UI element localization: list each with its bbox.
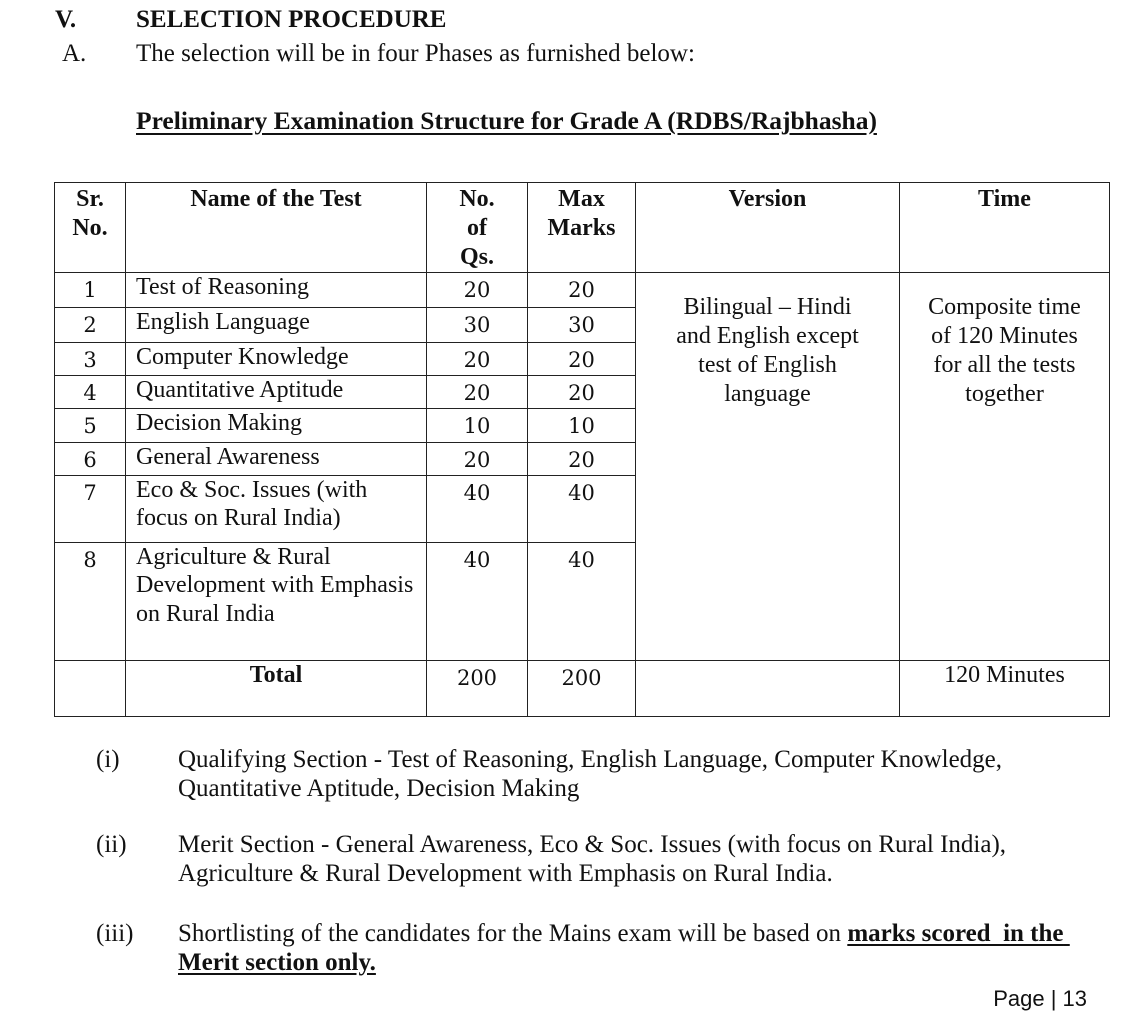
total-no-of-qs: 200 [427,660,528,716]
header-time: Time [900,183,1110,273]
row-test-name: Quantitative Aptitude [126,376,427,409]
exam-structure-table [54,182,1110,717]
header-test-name: Name of the Test [126,183,427,273]
row-sr-no: 8 [55,542,126,660]
header-version: Version [636,183,900,273]
subsection-letter: A. [62,40,87,67]
row-test-name: Computer Knowledge [126,343,427,376]
row-test-name: English Language [126,308,427,343]
total-empty-cell [55,660,126,716]
row-max-marks: 20 [528,443,636,476]
row-no-of-qs: 20 [427,443,528,476]
note-emphasis: marks scored in the Merit section only. [178,920,1070,976]
note-number: (ii) [96,831,127,858]
row-test-name: Test of Reasoning [126,273,427,308]
table-header-row [55,183,1110,273]
row-max-marks: 20 [528,273,636,308]
time-cell: Composite time of 120 Minutes for all the tests together [900,273,1110,661]
header-max-marks: Max Marks [528,183,636,273]
total-max-marks: 200 [528,660,636,716]
row-sr-no: 1 [55,273,126,308]
row-no-of-qs: 30 [427,308,528,343]
note-text [178,920,1108,977]
row-max-marks: 40 [528,475,636,542]
note-number: (iii) [96,920,134,947]
row-max-marks: 30 [528,308,636,343]
row-test-name: General Awareness [126,443,427,476]
row-sr-no: 2 [55,308,126,343]
note-text: Merit Section - General Awareness, Eco & Soc. Issues (with focus on Rural India), Agriculture & Rural Development with Emphasis on Rural India. [178,831,1007,887]
row-no-of-qs: 40 [427,542,528,660]
page-number: Page | 13 [993,986,1087,1011]
header-no-of-qs: No. of Qs. [427,183,528,273]
note-text: Qualifying Section - Test of Reasoning, English Language, Computer Knowledge, Quantitative Aptitude, Decision Making [178,746,1003,802]
note-text-lead: Shortlisting of the candidates for the Mains exam will be based on [178,920,848,947]
header-sr-no: Sr. No. [55,183,126,273]
note-number: (i) [96,746,120,773]
row-sr-no: 7 [55,475,126,542]
total-label: Total [126,660,427,716]
row-test-name: Decision Making [126,409,427,443]
table-row [55,273,1110,308]
row-no-of-qs: 10 [427,409,528,443]
row-max-marks: 40 [528,542,636,660]
section-number: V. [55,6,77,33]
row-no-of-qs: 20 [427,343,528,376]
table-total-row [55,660,1110,716]
table-title: Preliminary Examination Structure for Grade A (RDBS/Rajbhasha) [136,106,877,135]
version-cell: Bilingual – Hindi and English except test of English language [636,273,900,661]
row-no-of-qs: 20 [427,376,528,409]
row-no-of-qs: 40 [427,475,528,542]
row-test-name: Agriculture & Rural Development with Emphasis on Rural India [126,542,427,660]
row-sr-no: 5 [55,409,126,443]
total-version-cell [636,660,900,716]
total-time: 120 Minutes [900,660,1110,716]
row-max-marks: 20 [528,343,636,376]
subsection-text: The selection will be in four Phases as furnished below: [136,40,695,67]
row-sr-no: 4 [55,376,126,409]
row-max-marks: 10 [528,409,636,443]
section-title: SELECTION PROCEDURE [136,6,447,33]
row-test-name: Eco & Soc. Issues (with focus on Rural India) [126,475,427,542]
row-no-of-qs: 20 [427,273,528,308]
row-sr-no: 6 [55,443,126,476]
row-sr-no: 3 [55,343,126,376]
row-max-marks: 20 [528,376,636,409]
